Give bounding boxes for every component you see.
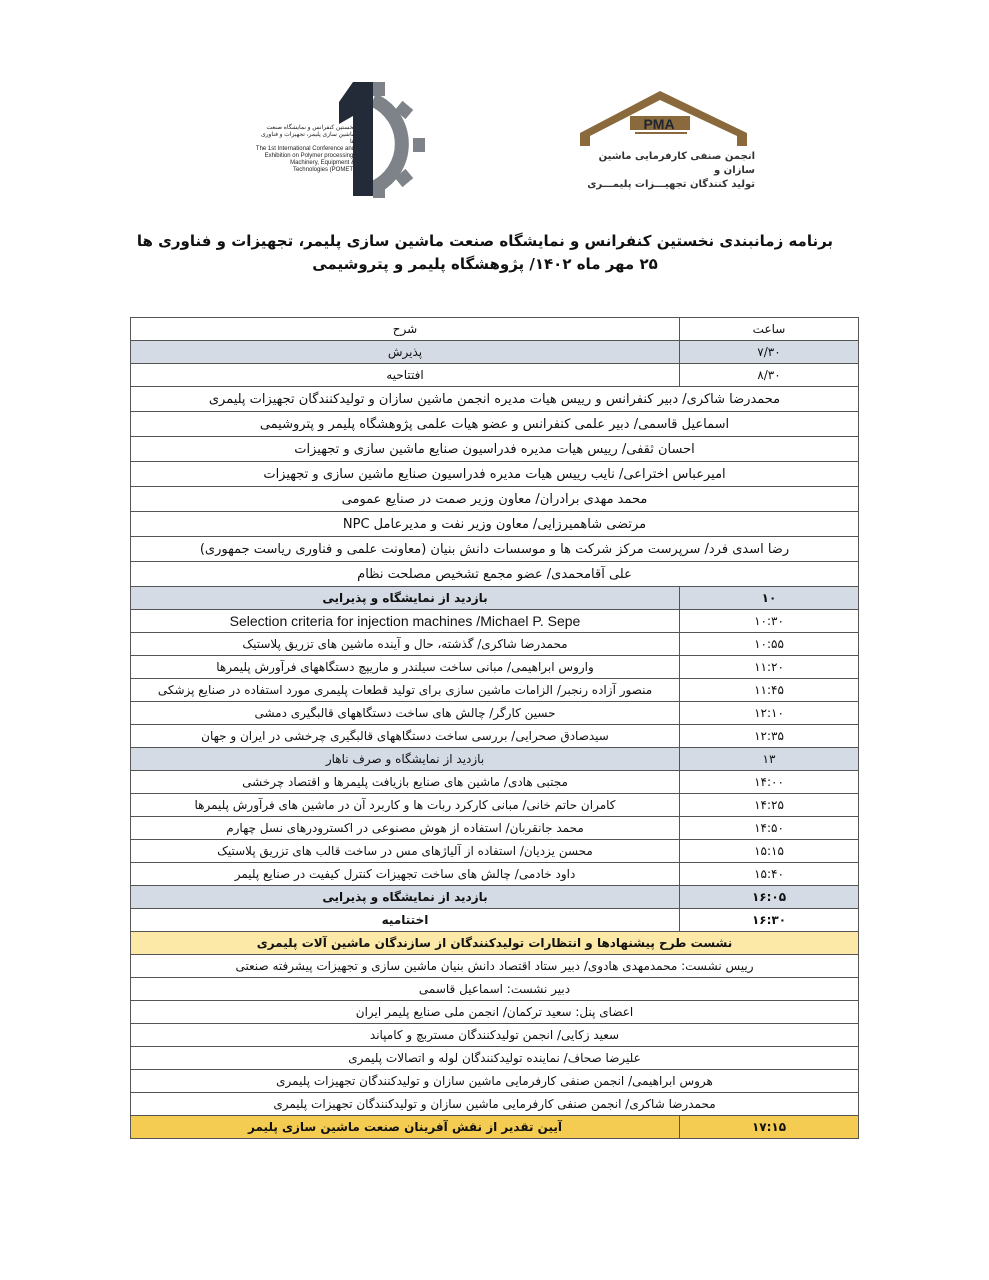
panel-desc: رییس نشست: محمدمهدی هادوی/ دبیر ستاد اقتصاد دانش بنیان ماشین سازی و تجهیزات پیشرفته صنعتی bbox=[131, 955, 859, 978]
pma-line1: انجمن صنفی کارفرمایی ماشین سازان و bbox=[598, 151, 755, 176]
row-desc: محسن یزدیان/ استفاده از آلیاژهای مس در ساخت قالب های تزریق پلاستیک bbox=[131, 840, 680, 863]
table-row bbox=[131, 364, 859, 387]
row-desc: محمد جانقربان/ استفاده از هوش مصنوعی در اکسترودرهای نسل چهارم bbox=[131, 817, 680, 840]
table-row bbox=[131, 679, 859, 702]
row-desc: بازدید از نمایشگاه و صرف ناهار bbox=[131, 748, 680, 771]
table-row bbox=[131, 341, 859, 364]
speaker-row bbox=[131, 462, 859, 487]
table-row bbox=[131, 863, 859, 886]
row-desc: بازدید از نمایشگاه و پذیرایی bbox=[131, 886, 680, 909]
speaker-desc: محمد مهدی برادران/ معاون وزیر صمت در صنایع عمومی bbox=[131, 487, 859, 512]
pomet-en-text: The 1st International Conference and Exhibition on Polymer processing: Machinery, Equipment & Technologies (POMET) bbox=[255, 146, 355, 173]
pomet-caption bbox=[255, 125, 355, 174]
speaker-row bbox=[131, 437, 859, 462]
row-desc: واروس ابراهیمی/ مبانی ساخت سیلندر و ماریپچ دستگاههای فرآورش پلیمرها bbox=[131, 656, 680, 679]
speaker-desc: مرتضی شاهمیرزایی/ معاون وزیر نفت و مدیرعامل NPC bbox=[131, 512, 859, 537]
row-desc: افتتاحیه bbox=[131, 364, 680, 387]
row-desc: مجتبی هادی/ ماشین های صنایع بازیافت پلیمرها و اقتصاد چرخشی bbox=[131, 771, 680, 794]
row-desc: سیدصادق صحرایی/ بررسی ساخت دستگاههای قالبگیری چرخشی در ایران و جهان bbox=[131, 725, 680, 748]
table-row bbox=[131, 587, 859, 610]
row-desc: بازدید از نمایشگاه و پذیرایی bbox=[131, 587, 680, 610]
row-desc: Selection criteria for injection machines /Michael P. Sepe bbox=[131, 610, 680, 633]
row-desc: اختتامیه bbox=[131, 909, 680, 932]
row-time: ۱۵:۱۵ bbox=[680, 840, 859, 863]
speaker-row bbox=[131, 562, 859, 587]
speaker-row bbox=[131, 537, 859, 562]
table-row bbox=[131, 656, 859, 679]
row-desc: کامران حاتم خانی/ مبانی کارکرد ربات ها و کاربرد آن در ماشین های فرآورش پلیمرها bbox=[131, 794, 680, 817]
table-row bbox=[131, 610, 859, 633]
row-time: ۱۵:۴۰ bbox=[680, 863, 859, 886]
row-desc: داود خادمی/ چالش های ساخت تجهیزات کنترل کیفیت در صنایع پلیمر bbox=[131, 863, 680, 886]
row-desc: منصور آزاده رنجبر/ الزامات ماشین سازی برای تولید قطعات پلیمری مورد استفاده در صنایع پزشکی bbox=[131, 679, 680, 702]
panel-row bbox=[131, 978, 859, 1001]
speaker-desc: امیرعباس اختراعی/ نایب رییس هیات مدیره فدراسیون صنایع ماشین سازی و تجهیزات bbox=[131, 462, 859, 487]
table-row bbox=[131, 840, 859, 863]
pma-name: PMA bbox=[643, 116, 675, 132]
table-row bbox=[131, 702, 859, 725]
panel-row bbox=[131, 1001, 859, 1024]
page-header bbox=[0, 0, 989, 200]
speaker-row bbox=[131, 512, 859, 537]
row-time: ۱۶:۳۰ bbox=[680, 909, 859, 932]
table-row bbox=[131, 817, 859, 840]
row-time: ۱۴:۰۰ bbox=[680, 771, 859, 794]
panel-row bbox=[131, 1047, 859, 1070]
row-time: ۱۲:۱۰ bbox=[680, 702, 859, 725]
speaker-desc: احسان ثقفی/ رییس هیات مدیره فدراسیون صنایع ماشین سازی و تجهیزات bbox=[131, 437, 859, 462]
title-line1: برنامه زمانبندی نخستین کنفرانس و نمایشگاه صنعت ماشین سازی پلیمر، تجهیزات و فناوری ها bbox=[136, 232, 834, 250]
header-time: ساعت bbox=[680, 318, 859, 341]
speaker-row bbox=[131, 387, 859, 412]
panel-row bbox=[131, 1070, 859, 1093]
speaker-desc: رضا اسدی فرد/ سرپرست مرکز شرکت ها و موسسات دانش بنیان (معاونت علمی و فناوری ریاست جمهوری) bbox=[131, 537, 859, 562]
row-time: ۱۱:۲۰ bbox=[680, 656, 859, 679]
row-time: ۱۶:۰۵ bbox=[680, 886, 859, 909]
row-time: ۷/۳۰ bbox=[680, 341, 859, 364]
row-time: ۱۰ bbox=[680, 587, 859, 610]
row-time: ۱۷:۱۵ bbox=[680, 1116, 859, 1139]
row-time: ۱۰:۵۵ bbox=[680, 633, 859, 656]
pomet-fa-line1: نخستین کنفرانس و نمایشگاه صنعت bbox=[266, 125, 355, 131]
gear-icon bbox=[373, 82, 425, 198]
table-row bbox=[131, 725, 859, 748]
speaker-row bbox=[131, 412, 859, 437]
table-row bbox=[131, 909, 859, 932]
panel-row bbox=[131, 955, 859, 978]
row-time: ۱۲:۳۵ bbox=[680, 725, 859, 748]
speaker-desc: علی آقامحمدی/ عضو مجمع تشخیص مصلحت نظام bbox=[131, 562, 859, 587]
row-desc: پذیرش bbox=[131, 341, 680, 364]
panel-row bbox=[131, 1093, 859, 1116]
panel-desc: علیرضا صحاف/ نماینده تولیدکنندگان لوله و اتصالات پلیمری bbox=[131, 1047, 859, 1070]
table-row bbox=[131, 633, 859, 656]
speaker-desc: اسماعیل قاسمی/ دبیر علمی کنفرانس و عضو هیات علمی پژوهشگاه پلیمر و پتروشیمی bbox=[131, 412, 859, 437]
table-row bbox=[131, 771, 859, 794]
pma-line2: تولید کنندگان تجهیـــزات پلیمـــری bbox=[587, 179, 755, 190]
row-desc: محمدرضا شاکری/ گذشته، حال و آینده ماشین های تزریق پلاستیک bbox=[131, 633, 680, 656]
panel-row bbox=[131, 1024, 859, 1047]
pma-caption bbox=[565, 150, 755, 192]
row-time: ۸/۳۰ bbox=[680, 364, 859, 387]
row-time: ۱۰:۳۰ bbox=[680, 610, 859, 633]
panel-desc: دبیر نشست: اسماعیل قاسمی bbox=[131, 978, 859, 1001]
panel-desc: هروس ابراهیمی/ انجمن صنفی کارفرمایی ماشین سازان و تولیدکنندگان تجهیزات پلیمری bbox=[131, 1070, 859, 1093]
row-time: ۱۴:۲۵ bbox=[680, 794, 859, 817]
header-desc: شرح bbox=[131, 318, 680, 341]
pomet-fa-line2: ماشین سازی پلیمر، تجهیزات و فناوری ها bbox=[260, 132, 355, 145]
title-line2: ۲۵ مهر ماه ۱۴۰۲/ پژوهشگاه پلیمر و پتروشیمی bbox=[312, 255, 658, 273]
award-row bbox=[131, 1116, 859, 1139]
panel-desc: محمدرضا شاکری/ انجمن صنفی کارفرمایی ماشین سازان و تولیدکنندگان تجهیزات پلیمری bbox=[131, 1093, 859, 1116]
schedule-table bbox=[130, 317, 859, 1139]
panel-title-row bbox=[131, 932, 859, 955]
table-row bbox=[131, 886, 859, 909]
row-time: ۱۱:۴۵ bbox=[680, 679, 859, 702]
row-desc: آیین تقدیر از نقش آفرینان صنعت ماشین سازی پلیمر bbox=[131, 1116, 680, 1139]
table-header-row bbox=[131, 318, 859, 341]
page-title bbox=[120, 230, 850, 276]
panel-desc: سعید زکایی/ انجمن تولیدکنندگان مستربچ و کامپاند bbox=[131, 1024, 859, 1047]
row-time: ۱۳ bbox=[680, 748, 859, 771]
table-row bbox=[131, 794, 859, 817]
row-time: ۱۴:۵۰ bbox=[680, 817, 859, 840]
panel-title: نشست طرح پیشنهادها و انتظارات تولیدکنندگان از سازندگان ماشین آلات پلیمری bbox=[131, 932, 859, 955]
speaker-row bbox=[131, 487, 859, 512]
panel-desc: اعضای پنل: سعید ترکمان/ انجمن ملی صنایع پلیمر ایران bbox=[131, 1001, 859, 1024]
row-desc: حسین کارگر/ چالش های ساخت دستگاههای قالبگیری دمشی bbox=[131, 702, 680, 725]
table-row bbox=[131, 748, 859, 771]
speaker-desc: محمدرضا شاکری/ دبیر کنفرانس و رییس هیات مدیره انجمن ماشین سازان و تولیدکنندگان تجهیزات پلیمری bbox=[131, 387, 859, 412]
